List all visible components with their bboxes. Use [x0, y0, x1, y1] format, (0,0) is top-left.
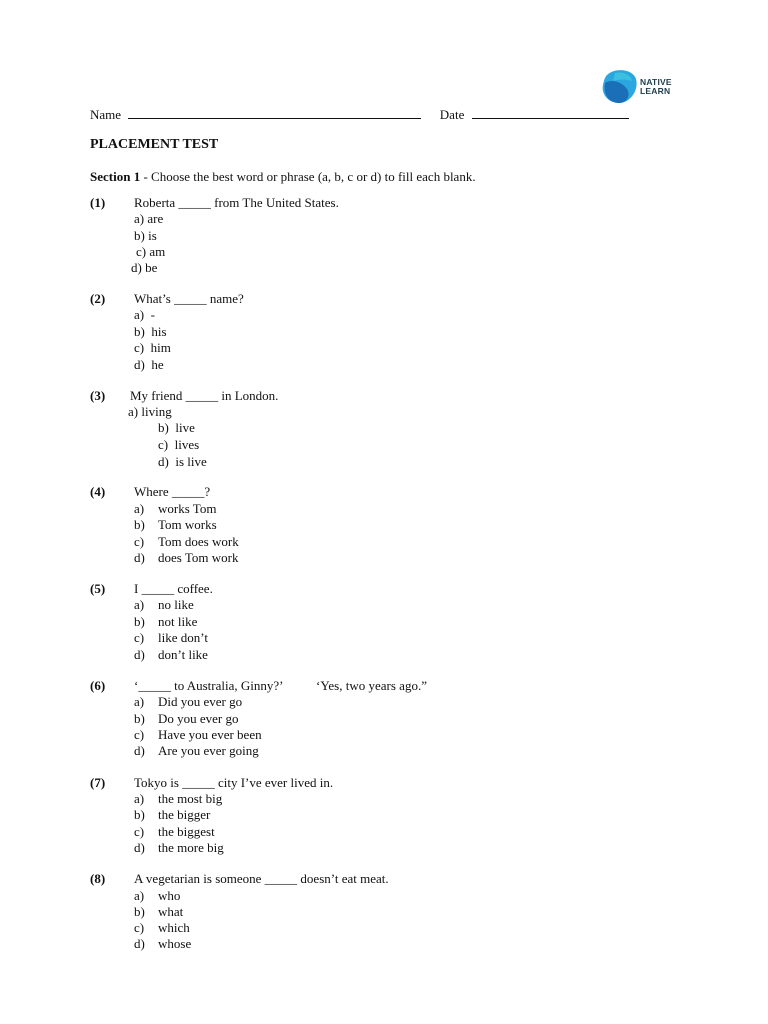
option-a[interactable] [134, 211, 163, 227]
option-text: am [149, 244, 166, 259]
question-text: A vegetarian is someone _____ doesn’t eat meat. [134, 871, 389, 886]
question-text: What’s _____ name? [134, 291, 244, 306]
question-number: (1) [90, 195, 106, 210]
option-text: is live [175, 454, 207, 469]
question-text: Roberta _____ from The United States. [134, 195, 339, 210]
question-text: Tokyo is _____ city I’ve ever lived in. [134, 775, 334, 790]
option-c[interactable] [134, 727, 262, 743]
option-letter: d) [134, 647, 145, 662]
option-c[interactable] [136, 244, 165, 260]
option-c[interactable] [158, 437, 199, 453]
question-number: (8) [90, 871, 106, 886]
option-letter: d) [158, 454, 169, 469]
logo-line-2: LEARN [640, 86, 671, 96]
section-text: - Choose the best word or phrase (a, b, c or d) to fill each blank. [140, 169, 476, 184]
option-letter: c) [134, 727, 145, 742]
option-d[interactable] [134, 840, 224, 856]
question-reply-text: ‘Yes, two years ago.” [316, 678, 427, 693]
option-c[interactable] [134, 630, 208, 646]
option-letter: b) [134, 614, 145, 629]
name-date-row [90, 106, 629, 123]
option-letter: a) [134, 694, 145, 709]
option-b[interactable] [134, 614, 197, 630]
option-letter: b) [158, 420, 169, 435]
option-text: living [141, 404, 172, 419]
option-text: who [158, 888, 181, 903]
option-b[interactable] [158, 420, 195, 436]
option-b[interactable] [134, 807, 210, 823]
option-letter: c) [134, 340, 145, 355]
option-text: whose [158, 936, 192, 951]
option-text: is [148, 228, 157, 243]
native-learn-logo [601, 69, 681, 105]
option-letter: d) [131, 260, 142, 275]
option-b[interactable] [134, 904, 183, 920]
option-d[interactable] [158, 454, 207, 470]
question-number: (7) [90, 775, 106, 790]
option-letter: a) [134, 791, 145, 806]
option-letter: a) [134, 211, 145, 226]
option-text: the most big [158, 791, 223, 806]
date-field[interactable] [472, 106, 629, 119]
option-letter: b) [134, 807, 145, 822]
option-letter: b) [134, 517, 145, 532]
option-a[interactable] [134, 501, 216, 517]
option-letter: c) [134, 920, 145, 935]
section-label: Section 1 [90, 169, 141, 184]
question-number: (3) [90, 388, 106, 403]
option-letter: b) [134, 904, 145, 919]
logo-mark-icon [601, 69, 639, 105]
option-letter: c) [134, 824, 145, 839]
option-c[interactable] [134, 534, 239, 550]
option-letter: d) [134, 840, 145, 855]
option-text: the biggest [158, 824, 215, 839]
option-text: - [150, 307, 155, 322]
option-letter: a) [128, 404, 139, 419]
name-label: Name [90, 107, 122, 122]
option-text: him [150, 340, 171, 355]
option-text: like don’t [158, 630, 208, 645]
option-text: be [145, 260, 158, 275]
option-text: what [158, 904, 184, 919]
option-d[interactable] [134, 936, 191, 952]
logo-line-1: NATIVE [640, 77, 672, 87]
option-b[interactable] [134, 324, 167, 340]
option-text: are [147, 211, 164, 226]
question-number: (6) [90, 678, 106, 693]
option-text: Tom works [158, 517, 217, 532]
option-text: no like [158, 597, 194, 612]
option-a[interactable] [134, 888, 180, 904]
question-text: I _____ coffee. [134, 581, 213, 596]
date-label: Date [439, 107, 465, 122]
option-d[interactable] [131, 260, 157, 276]
option-text: works Tom [158, 501, 217, 516]
option-text: Do you ever go [158, 711, 239, 726]
option-text: his [151, 324, 167, 339]
option-c[interactable] [134, 824, 215, 840]
option-letter: b) [134, 228, 145, 243]
option-text: not like [158, 614, 198, 629]
option-text: he [151, 357, 164, 372]
option-b[interactable] [134, 711, 239, 727]
question-number: (5) [90, 581, 106, 596]
option-letter: c) [134, 630, 145, 645]
option-letter: d) [134, 936, 145, 951]
option-text: Have you ever been [158, 727, 262, 742]
option-a[interactable] [134, 694, 242, 710]
page-title: PLACEMENT TEST [90, 137, 219, 152]
option-d[interactable] [134, 743, 259, 759]
option-letter: a) [134, 597, 145, 612]
option-text: lives [174, 437, 200, 452]
option-text: the more big [158, 840, 224, 855]
option-letter: d) [134, 357, 145, 372]
option-a[interactable] [134, 791, 222, 807]
question-text: My friend _____ in London. [130, 388, 279, 403]
option-text: Did you ever go [158, 694, 243, 709]
option-letter: d) [134, 743, 145, 758]
option-text: does Tom work [158, 550, 239, 565]
option-b[interactable] [134, 228, 157, 244]
question-text: Where _____? [134, 484, 211, 499]
option-text: Tom does work [158, 534, 239, 549]
option-text: the bigger [158, 807, 211, 822]
option-c[interactable] [134, 920, 190, 936]
option-letter: c) [136, 244, 147, 259]
name-field[interactable] [128, 106, 421, 119]
question-number: (4) [90, 484, 106, 499]
option-text: live [175, 420, 195, 435]
option-a[interactable] [134, 307, 155, 323]
option-letter: a) [134, 888, 145, 903]
question-text: ‘_____ to Australia, Ginny?’ [134, 678, 284, 693]
option-a[interactable] [128, 404, 172, 420]
option-c[interactable] [134, 340, 171, 356]
option-b[interactable] [134, 517, 217, 533]
section-instructions [90, 169, 476, 185]
option-a[interactable] [134, 597, 194, 613]
option-d[interactable] [134, 550, 238, 566]
option-letter: b) [134, 711, 145, 726]
option-letter: c) [134, 534, 145, 549]
option-text: which [158, 920, 190, 935]
option-letter: b) [134, 324, 145, 339]
option-d[interactable] [134, 647, 208, 663]
question-number: (2) [90, 291, 106, 306]
option-text: Are you ever going [158, 743, 259, 758]
option-letter: a) [134, 501, 145, 516]
option-letter: d) [134, 550, 145, 565]
option-letter: a) [134, 307, 145, 322]
option-d[interactable] [134, 357, 164, 373]
option-text: don’t like [158, 647, 208, 662]
option-letter: c) [158, 437, 169, 452]
logo-text [640, 78, 672, 96]
